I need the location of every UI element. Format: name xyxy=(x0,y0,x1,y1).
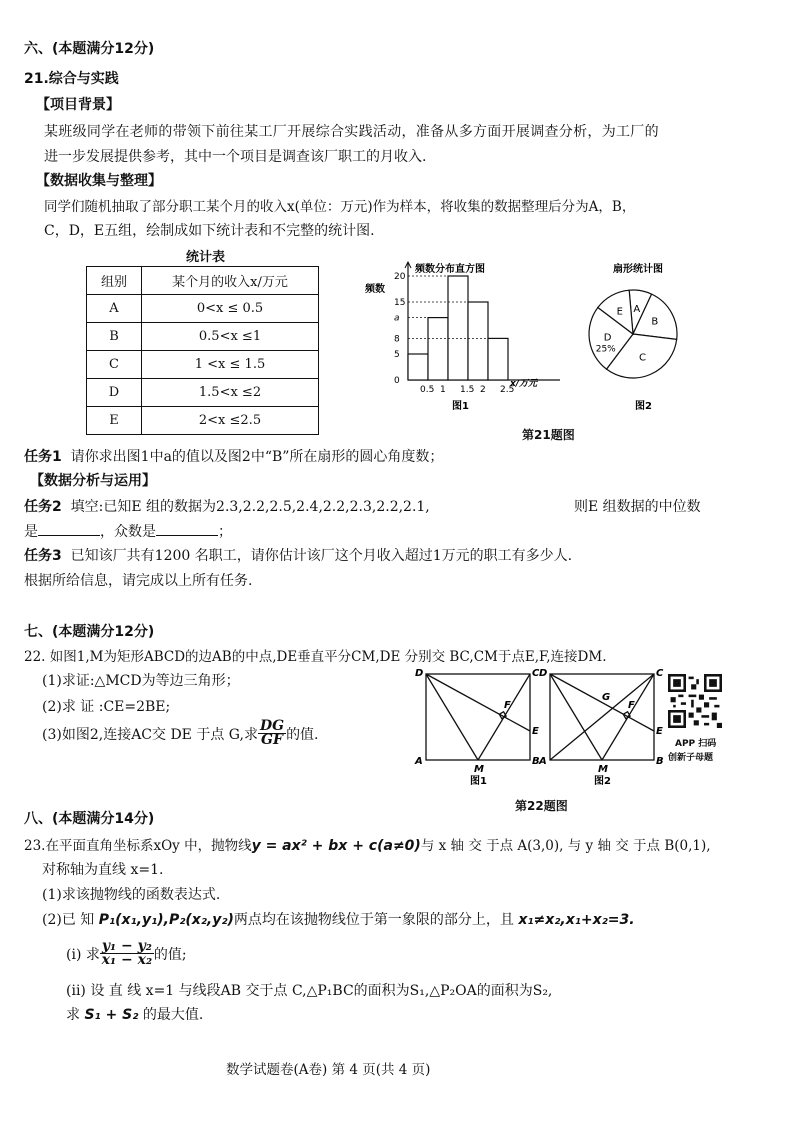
table-cell: 2<x ≤2.5 xyxy=(142,407,319,435)
task-2-text-a: 是 xyxy=(24,524,38,540)
q22-figure-1 xyxy=(412,664,542,786)
table-row xyxy=(87,379,319,407)
data-collection-line-2: C，D，E五组，绘制成如下统计表和不完整的统计图. xyxy=(44,223,375,239)
q22-part-2: (2)求 证 :CE=2BE; xyxy=(42,699,171,715)
task-2-blanks xyxy=(24,521,232,541)
fraction-denominator: GF xyxy=(261,732,283,748)
histogram-y-tick-label: 8 xyxy=(394,334,400,345)
pie-label: A xyxy=(633,303,641,315)
task-1 xyxy=(24,446,443,466)
background-line-1: 某班级同学在老师的带领下前往某工厂开展综合实践活动，准备从多方面开展调查分析，为工厂的 xyxy=(44,124,659,140)
table-cell: E xyxy=(87,407,142,435)
sum-expression: S₁ + S₂ xyxy=(84,1007,139,1023)
label-m: M xyxy=(474,764,484,775)
histogram-x-tick-label: 1.5 xyxy=(460,385,475,395)
section-7-heading: 七、(本题满分12分) xyxy=(24,624,155,640)
label-e: E xyxy=(656,726,663,737)
fraction-numerator: DG xyxy=(259,718,285,734)
table-cell: 1 <x ≤ 1.5 xyxy=(142,351,319,379)
q22-part-1: (1)求证:△MCD为等边三角形； xyxy=(42,673,240,689)
label-f: F xyxy=(504,700,511,711)
q23-part-2-a: (2)已 知 xyxy=(42,912,95,928)
background-line-2: 进一步发展提供参考，其中一个项目是调查该厂职工的月收入. xyxy=(44,149,427,165)
background-heading: 【项目背景】 xyxy=(36,97,120,113)
histogram-caption: 图1 xyxy=(452,401,469,412)
statistics-table xyxy=(86,266,319,435)
table-cell: D xyxy=(87,379,142,407)
table-row xyxy=(87,407,319,435)
task-2-tail: 则E 组数据的中位数 xyxy=(574,499,701,515)
q23-part-2i xyxy=(66,940,187,967)
parabola-formula: y = ax² + bx + c(a≠0) xyxy=(251,838,421,854)
label-d: D xyxy=(539,668,548,679)
segment-dm xyxy=(426,674,478,760)
histogram-bar xyxy=(408,354,428,380)
task-3-label: 任务3 xyxy=(24,548,62,564)
pie-caption: 图2 xyxy=(635,401,652,412)
histogram-bar xyxy=(428,318,448,380)
q22-fig1-caption: 图1 xyxy=(470,776,487,786)
q22-fig2-caption: 图2 xyxy=(594,776,611,786)
label-f: F xyxy=(628,700,635,711)
dg-gf-fraction xyxy=(258,720,286,747)
q22-figure-2 xyxy=(536,664,666,786)
label-c: C xyxy=(532,668,540,679)
histogram-y-tick-label: 20 xyxy=(394,272,406,282)
slope-fraction xyxy=(100,940,154,967)
q23-part-2 xyxy=(42,909,635,929)
histogram-title: 频数分布直方图 xyxy=(415,264,485,275)
pie-title: 扇形统计图 xyxy=(613,264,663,275)
task-2 xyxy=(24,496,430,516)
label-b: B xyxy=(532,756,540,767)
qr-code-icon[interactable] xyxy=(668,674,722,728)
points-p1-p2: P₁(x₁,y₁),P₂(x₂,y₂) xyxy=(98,912,234,928)
fraction-denominator: x₁ − x₂ xyxy=(101,952,153,968)
mode-blank[interactable] xyxy=(156,521,218,536)
task-1-label: 任务1 xyxy=(24,449,62,465)
analysis-heading: 【数据分析与运用】 xyxy=(30,473,156,489)
question-23-line-2: 对称轴为直线 x=1. xyxy=(42,862,164,878)
label-e: E xyxy=(532,726,539,737)
q23-part-2ii-ask xyxy=(66,1004,203,1024)
task-2-text-b: ，众数是 xyxy=(100,524,156,540)
histogram-x-tick-label: 2.5 xyxy=(500,385,515,395)
q23-part-2-b: 两点均在该抛物线位于第一象限的部分上，且 xyxy=(233,912,514,928)
pie-label: D xyxy=(603,332,612,344)
closing-line: 根据所给信息，请完成以上所有任务. xyxy=(24,573,253,589)
q22-part-3-text: (3)如图2,连接AC交 DE 于点 G,求 xyxy=(42,726,258,743)
question-22-line: 22. 如图1,M为矩形ABCD的边AB的中点,DE垂直平分CM,DE 分别交 BC,CM于点E,F,连接DM. xyxy=(24,649,607,665)
table-cell: A xyxy=(87,295,142,323)
table-row xyxy=(87,351,319,379)
histogram-x-tick-label: 2 xyxy=(480,385,486,395)
table-cell: 1.5<x ≤2 xyxy=(142,379,319,407)
histogram-y-tick-label: a xyxy=(394,313,400,324)
median-blank[interactable] xyxy=(38,521,100,536)
pie-chart xyxy=(585,258,705,418)
label-a: A xyxy=(539,756,547,767)
histogram-y-tick-label: 15 xyxy=(394,298,406,308)
label-d: D xyxy=(415,668,424,679)
figure-21-caption: 第21题图 xyxy=(522,428,575,442)
histogram-bar xyxy=(448,276,468,380)
table-header-cell: 组别 xyxy=(87,267,142,295)
q23-part-2ii-b: 的最大值. xyxy=(142,1007,204,1023)
qr-caption-2: 创新子母题 xyxy=(668,753,714,763)
table-row xyxy=(87,323,319,351)
task-2-text: 填空:已知E 组的数据为2.3,2.2,2.5,2.4,2.2,2.3,2.2,2.1, xyxy=(70,499,430,515)
q22-part-3 xyxy=(42,720,319,747)
data-collection-heading: 【数据收集与整理】 xyxy=(36,173,162,189)
data-collection-line-1: 同学们随机抽取了部分职工某个月的收入x(单位：万元)作为样本，将收集的数据整理后分为A，B， xyxy=(44,199,636,215)
question-21-title: 21.综合与实践 xyxy=(24,71,119,87)
task-3-text: 已知该厂共有1200 名职工，请你估计该厂这个月收入超过1万元的职工有多少人. xyxy=(70,548,573,564)
figure-22-caption: 第22题图 xyxy=(515,799,568,813)
task-2-text-c: ； xyxy=(218,524,232,540)
table-header-cell: 某个月的收入x/万元 xyxy=(142,267,319,295)
histogram-ylabel: 频数 xyxy=(365,284,385,295)
label-g: G xyxy=(602,692,611,703)
table-header-row xyxy=(87,267,319,295)
label-m: M xyxy=(598,764,608,775)
segment-de xyxy=(426,674,530,731)
table-cell: B xyxy=(87,323,142,351)
histogram-x-tick-label: 1 xyxy=(440,385,446,395)
histogram-bar xyxy=(468,302,488,380)
label-c: C xyxy=(656,668,664,679)
q23-part-2ii: (ii) 设 直 线 x=1 与线段AB 交于点 C,△P₁BC的面积为S₁,△P₂OA的面积为S₂, xyxy=(66,983,553,999)
task-2-label: 任务2 xyxy=(24,499,62,515)
q23-text-b: 与 x 轴 交 于点 A(3,0), 与 y 轴 交 于点 B(0,1), xyxy=(420,838,711,854)
table-title: 统计表 xyxy=(186,250,226,265)
q23-part-2i-a: (i) 求 xyxy=(66,946,100,963)
rectangle-abcd xyxy=(426,674,530,760)
histogram-y-tick-label: 0 xyxy=(394,376,400,386)
task-3 xyxy=(24,545,572,565)
table-cell: C xyxy=(87,351,142,379)
pie-annotation: 25% xyxy=(595,344,616,355)
qr-caption-1: APP 扫码 xyxy=(675,739,717,749)
q22-part-3-tail: 的值. xyxy=(286,726,319,743)
q23-text-a: 23.在平面直角坐标系xOy 中，抛物线 xyxy=(24,838,252,854)
table-cell: 0.5<x ≤1 xyxy=(142,323,319,351)
table-row xyxy=(87,295,319,323)
label-b: B xyxy=(656,756,664,767)
histogram-chart xyxy=(360,258,560,418)
table-cell: 0<x ≤ 0.5 xyxy=(142,295,319,323)
section-8-heading: 八、(本题满分14分) xyxy=(24,811,155,827)
question-23-line-1 xyxy=(24,834,711,854)
histogram-x-tick-label: 0.5 xyxy=(420,385,435,395)
pie-label: C xyxy=(638,352,646,364)
q23-part-1: (1)求该抛物线的函数表达式. xyxy=(42,887,221,903)
q23-part-2ii-a: 求 xyxy=(66,1007,80,1023)
histogram-y-tick-label: 5 xyxy=(394,350,400,360)
section-6-heading: 六、(本题满分12分) xyxy=(24,41,155,57)
label-a: A xyxy=(415,756,423,767)
q23-part-2i-b: 的值; xyxy=(153,946,187,963)
pie-label: B xyxy=(651,316,659,328)
page-footer: 数学试题卷(A卷) 第 4 页(共 4 页) xyxy=(226,1062,431,1078)
segment-ac xyxy=(550,674,654,760)
fraction-numerator: y₁ − y₂ xyxy=(101,938,152,954)
histogram-bar xyxy=(488,338,508,380)
histogram-xlabel: x/万元 xyxy=(510,379,538,389)
segment-dm xyxy=(550,674,602,760)
task-1-text: 请你求出图1中a的值以及图2中“B”所在扇形的圆心角度数； xyxy=(70,449,444,465)
pie-label: E xyxy=(616,306,623,318)
condition-expression: x₁≠x₂,x₁+x₂=3. xyxy=(518,912,635,928)
